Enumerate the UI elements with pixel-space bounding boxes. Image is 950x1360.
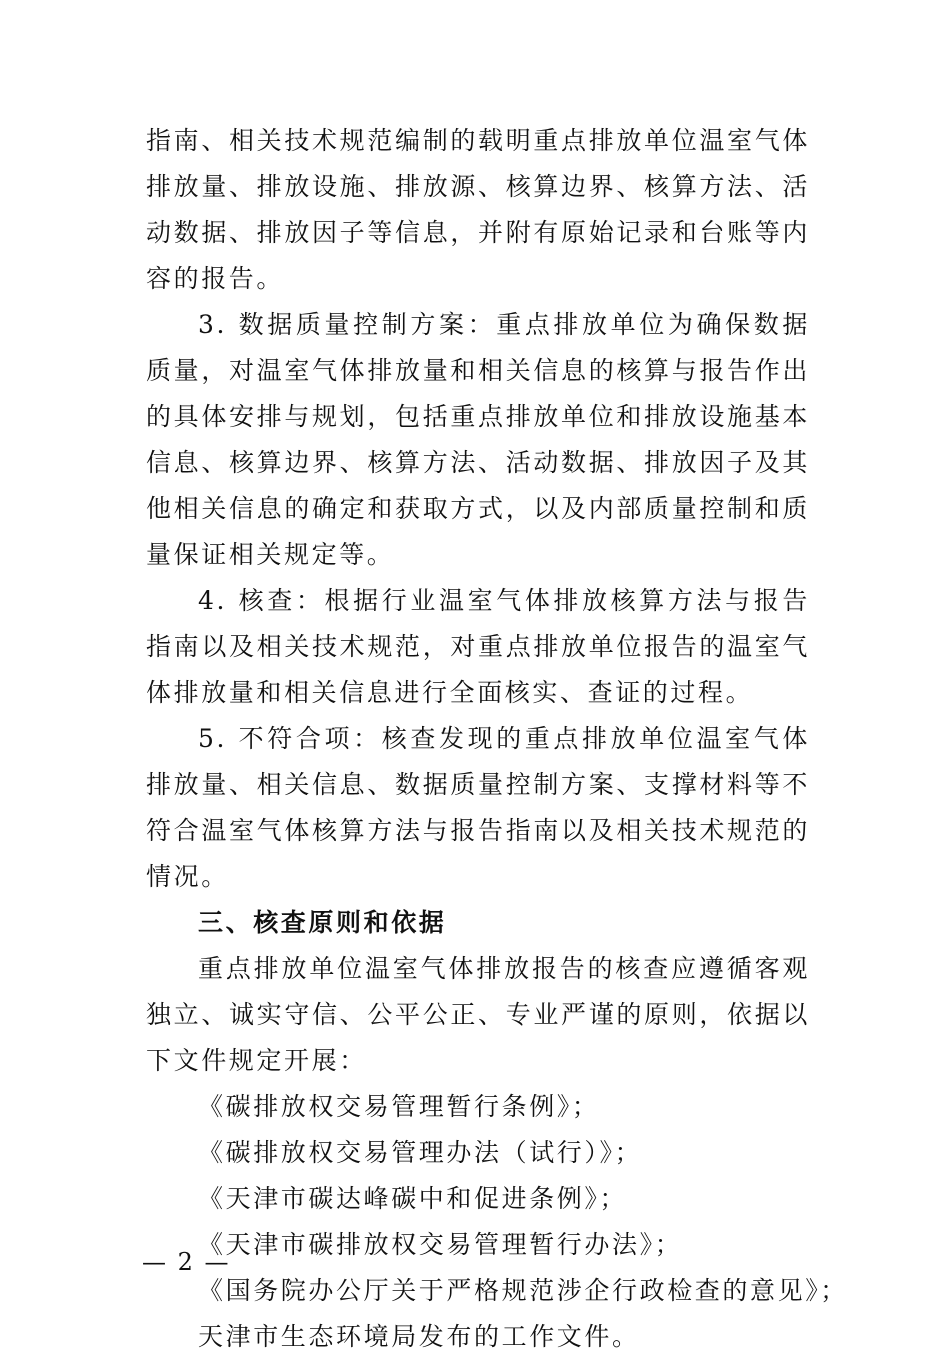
paragraph-item-5: 5. 不符合项：核查发现的重点排放单位温室气体排放量、相关信息、数据质量控制方案、支撑材料等不符合温室气体核算方法与报告指南以及相关技术规范的情况。 — [146, 724, 810, 891]
section-heading: 三、核查原则和依据 — [198, 908, 447, 937]
reference-item: 天津市生态环境局发布的工作文件。 — [198, 1322, 640, 1351]
paragraph-principles: 重点排放单位温室气体排放报告的核查应遵循客观独立、诚实守信、公平公正、专业严谨的原则，依据以下文件规定开展： — [146, 954, 810, 1075]
paragraph-item-3: 3. 数据质量控制方案：重点排放单位为确保数据质量，对温室气体排放量和相关信息的核算与报告作出的具体安排与规划，包括重点排放单位和排放设施基本信息、核算边界、核算方法、活动数据、排放因子及其他相关信息的确定和获取方式，以及内部质量控制和质量保证相关规定等。 — [146, 310, 810, 569]
reference-item: 《碳排放权交易管理暂行条例》； — [198, 1092, 600, 1121]
paragraph-continued: 指南、相关技术规范编制的载明重点排放单位温室气体排放量、排放设施、排放源、核算边界、核算方法、活动数据、排放因子等信息，并附有原始记录和台账等内容的报告。 — [146, 126, 810, 293]
reference-item: 《国务院办公厅关于严格规范涉企行政检查的意见》； — [198, 1276, 848, 1305]
reference-list — [146, 1084, 848, 1360]
reference-item: 《碳排放权交易管理办法（试行）》； — [198, 1138, 643, 1167]
page-number: — 2 — — [142, 1248, 231, 1276]
reference-item: 《天津市碳排放权交易管理暂行办法》； — [198, 1230, 683, 1259]
paragraph-item-4: 4. 核查：根据行业温室气体排放核算方法与报告指南以及相关技术规范，对重点排放单位报告的温室气体排放量和相关信息进行全面核实、查证的过程。 — [146, 586, 810, 707]
document-body — [146, 118, 848, 1360]
reference-item: 《天津市碳达峰碳中和促进条例》； — [198, 1184, 628, 1213]
